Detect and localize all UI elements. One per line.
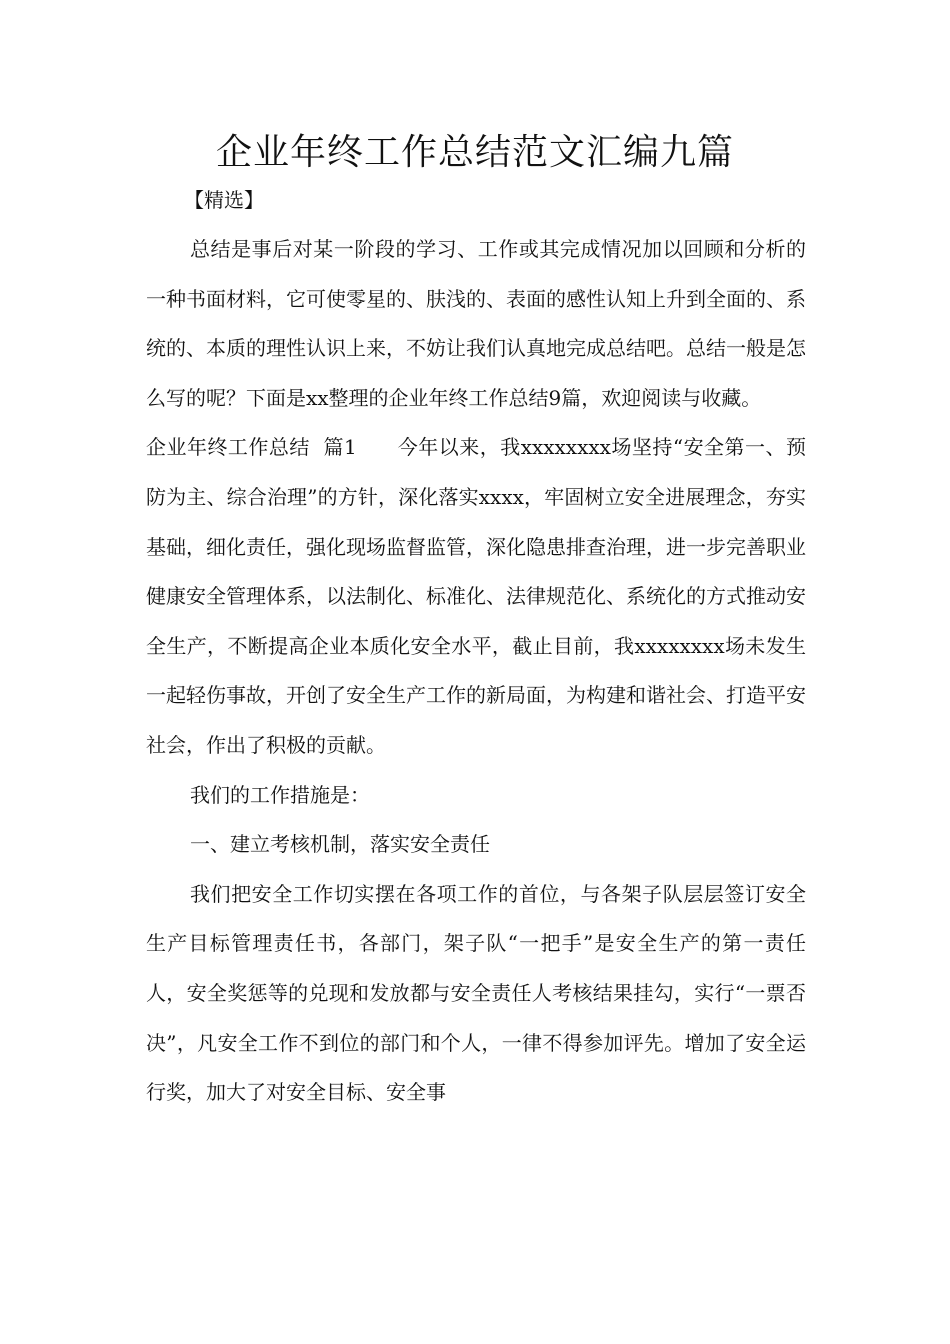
section1-title: 一、建立考核机制，落实安全责任 [190,832,490,857]
intro-paragraph: 总结是事后对某一阶段的学习、工作或其完成情况加以回顾和分析的一种书面材料，它可使零星的、肤浅的、表面的感性认知上升到全面的、系统的、本质的理性认识上来，不妨让我们认真地完成总结吧。总结一般是怎么写的呢？下面是xx整理的企业年终工作总结9篇，欢迎阅读与收藏。 [146,237,806,410]
article1-paragraph [146,423,806,770]
section1-paragraph: 我们把安全工作切实摆在各项工作的首位，与各架子队层层签订安全生产目标管理责任书，各部门，架子队“一把手”是安全生产的第一责任人，安全奖惩等的兑现和发放都与安全责任人考核结果挂勾，实行“一票否决”，凡安全工作不到位的部门和个人，一律不得参加评先。增加了安全运行奖，加大了对安全目标、安全事 [146,881,806,1105]
selected-tag: 【精选】 [184,188,264,212]
article1-heading: 企业年终工作总结 篇1 [146,435,357,460]
document-body [146,225,806,1118]
article1-text: 今年以来，我xxxxxxxx场坚持“安全第一、预防为主、综合治理”的方针，深化落实xxxx，牢固树立安全进展理念，夯实基础，细化责任，强化现场监督监管，深化隐患排查治理，进一步完善职业健康安全管理体系，以法制化、标准化、法律规范化、系统化的方式推动安全生产，不断提高企业本质化安全水平，截止目前，我xxxxxxxx场未发生一起轻伤事故，开创了安全生产工作的新局面，为构建和谐社会、打造平安社会，作出了积极的贡献。 [146,435,806,757]
measures-intro: 我们的工作措施是： [190,782,370,807]
document-title: 企业年终工作总结范文汇编九篇 [215,132,734,173]
